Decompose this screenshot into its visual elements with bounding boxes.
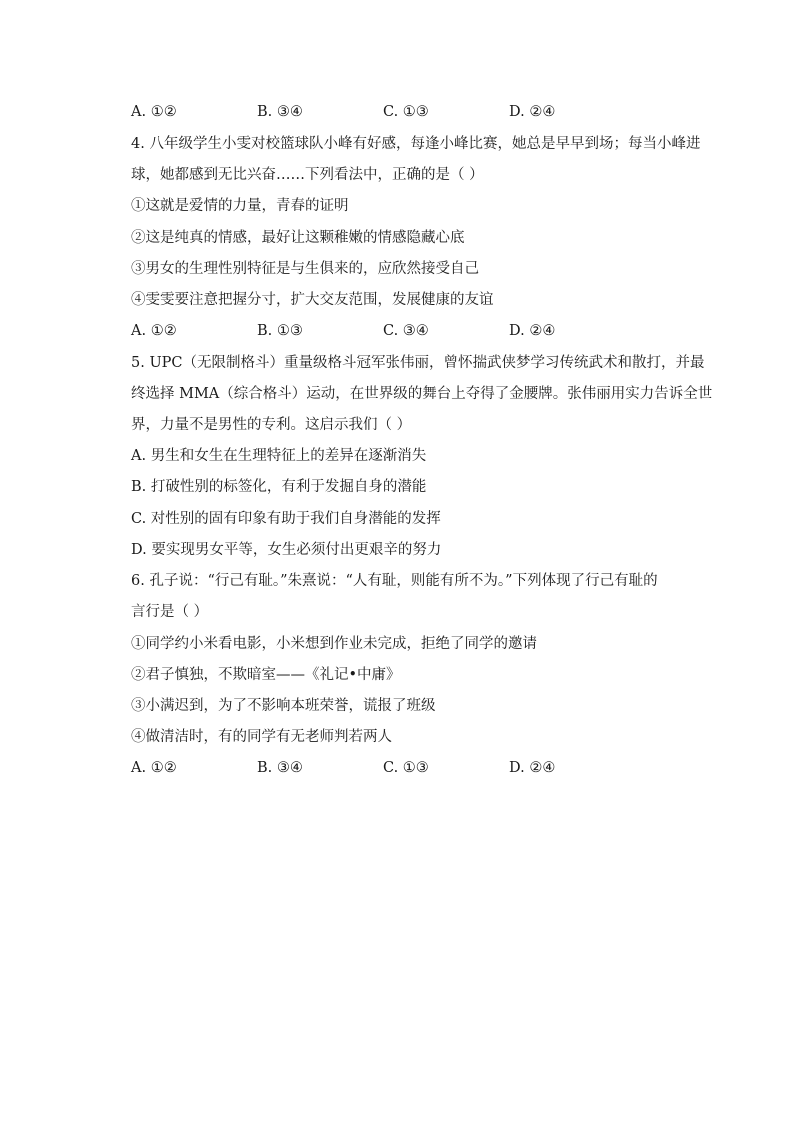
q4-stem-line1: 4. 八年级学生小雯对校篮球队小峰有好感，每逢小峰比赛，她总是早早到场；每当小峰进 — [131, 136, 701, 152]
q4-stem-line2: 球，她都感到无比兴奋……下列看法中，正确的是（ ） — [131, 167, 484, 183]
q6-stem-line1: 6. 孔子说：“行己有耻。”朱熹说：“人有耻，则能有所不为。”下列体现了行己有耻的 — [131, 573, 658, 589]
q6-statement-4: ④做清洁时，有的同学有无老师判若两人 — [131, 729, 392, 745]
q6-statement-2: ②君子慎独，不欺暗室——《礼记•中庸》 — [131, 667, 401, 683]
q3-option-c: C. ①③ — [383, 104, 429, 120]
q6-statement-3: ③小满迟到，为了不影响本班荣誉，谎报了班级 — [131, 698, 436, 714]
q5-stem-line2: 终选择 MMA（综合格斗）运动，在世界级的舞台上夺得了金腰牌。张伟丽用实力告诉全世 — [131, 386, 713, 402]
q3-option-a: A. ①② — [131, 104, 177, 120]
q6-option-a: A. ①② — [131, 760, 177, 776]
q6-options — [131, 758, 691, 778]
q5-choice-a: A. 男生和女生在生理特征上的差异在逐渐消失 — [131, 448, 427, 464]
q6-stem-line2: 言行是（ ） — [131, 604, 209, 620]
q5-choice-b: B. 打破性别的标签化，有利于发掘自身的潜能 — [131, 479, 427, 495]
q4-statement-4: ④雯雯要注意把握分寸，扩大交友范围，发展健康的友谊 — [131, 292, 494, 308]
q6-option-d: D. ②④ — [509, 760, 556, 776]
q4-option-a: A. ①② — [131, 323, 177, 339]
q6-option-c: C. ①③ — [383, 760, 429, 776]
q4-option-b: B. ①③ — [257, 323, 303, 339]
q4-options — [131, 321, 691, 341]
q4-statement-3: ③男女的生理性别特征是与生俱来的，应欣然接受自己 — [131, 261, 479, 277]
q5-choice-c: C. 对性别的固有印象有助于我们自身潜能的发挥 — [131, 511, 441, 527]
q5-stem-line3: 界，力量不是男性的专利。这启示我们（ ） — [131, 417, 412, 433]
q5-stem-line1: 5. UPC（无限制格斗）重量级格斗冠军张伟丽，曾怀揣武侠梦学习传统武术和散打，并最 — [131, 355, 705, 371]
q4-option-c: C. ③④ — [383, 323, 429, 339]
q4-statement-1: ①这就是爱情的力量，青春的证明 — [131, 198, 349, 214]
q3-option-b: B. ③④ — [257, 104, 303, 120]
q4-option-d: D. ②④ — [509, 323, 556, 339]
q4-statement-2: ②这是纯真的情感，最好让这颗稚嫩的情感隐藏心底 — [131, 230, 465, 246]
q6-statement-1: ①同学约小米看电影，小米想到作业未完成，拒绝了同学的邀请 — [131, 636, 537, 652]
q6-option-b: B. ③④ — [257, 760, 303, 776]
q5-choice-d: D. 要实现男女平等，女生必须付出更艰辛的努力 — [131, 542, 442, 558]
q3-option-d: D. ②④ — [509, 104, 556, 120]
q3-options — [131, 102, 691, 122]
